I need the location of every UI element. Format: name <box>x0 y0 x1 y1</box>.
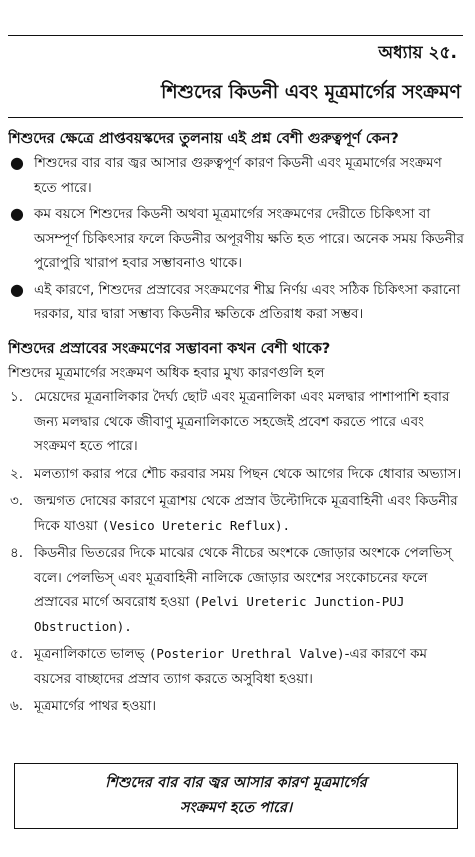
medical-term: (Posterior Urethral Valve) <box>148 646 345 661</box>
item-number: ৪. <box>10 545 24 561</box>
bullet-item: ● এই কারণে, শিশুদের প্রস্রাবের সংক্রমণের শীঘ্র নির্ণয় এবং সঠিক চিকিৎসা করানো দরকার, যার দ্বারা সম্ভাব্য কিডনীর ক্ষতিকে প্রতিরাধ করা সম্ভব। <box>10 279 461 322</box>
medical-term: (Pelvi Ureteric Junction-PUJ Obstruction). <box>34 594 405 634</box>
item-number: ৩. <box>10 493 24 509</box>
top-rule <box>8 35 463 36</box>
page-content <box>8 127 466 722</box>
item-number: ৫. <box>10 646 24 662</box>
section2-question: শিশুদের প্রস্রাবের সংক্রমণের সম্ভাবনা কখন বেশী থাকে? <box>8 340 331 357</box>
section1-bullet-list <box>8 151 466 327</box>
medical-term: (Vesico Ureteric Reflux). <box>101 517 291 533</box>
bullet-item: ● শিশুদের বার বার জ্বর আসার গুরুত্বপূর্ণ কারণ কিডনী এবং মূত্রমার্গের সংক্রমণ হতে পারে। <box>10 153 442 196</box>
chapter-number: অধ্যায় ২৫. <box>378 43 457 63</box>
item-number: ৬. <box>10 698 24 714</box>
title-rule <box>8 117 463 118</box>
list-item: ৬. মূত্রমার্গের পাথর হওয়া। <box>8 694 466 719</box>
section2-intro: শিশুদের মূত্রমার্গের সংক্রমণ অধিক হবার মুখ্য কারণগুলি হল <box>8 364 325 381</box>
section1-question: শিশুদের ক্ষেত্রে প্রাপ্তবয়স্কদের তুলনায় এই প্রশ্ন বেশী গুরুত্বপূর্ণ কেন? <box>8 131 399 147</box>
callout-box <box>14 763 458 829</box>
item-number: ২. <box>10 465 24 482</box>
bullet-dot-icon: ● <box>10 204 24 223</box>
callout-line-2: সংক্রমণ হতে পারে। <box>179 800 293 816</box>
section2-numbered-list <box>8 385 466 719</box>
list-item: ১. মেয়েদের মূত্রনালিকার দৈর্ঘ্য ছোট এবং মূত্রনালিকা এবং মলদ্বার পাশাপাশি হবার জন্য মলদ্বার থেকে জীবাণু মূত্রনালিকাতে সহজেই প্রবেশ করতে পারে এবং সংক্রমণ হতে পারে। <box>8 385 466 459</box>
list-item: ৩. জন্মগত দোষের কারণে মূত্রাশয় থেকে প্রস্রাব উল্টোদিকে মূত্রবাহিনী এবং কিডনীর দিকে যাওয়া (Vesico Ureteric Reflux). <box>8 489 466 538</box>
callout-line-1: শিশুদের বার বার জ্বর আসার কারণ মূত্রমার্গের <box>105 775 367 791</box>
bullet-dot-icon: ● <box>10 279 24 299</box>
list-item: ৫. মূত্রনালিকাতে ভালভ্ (Posterior Urethral Valve)-এর কারণে কম বয়সের বাচ্ছাদের প্রস্রাব ত্যাগ করতে অসুবিধা হওয়া। <box>8 642 466 691</box>
list-item: ২. মলত্যাগ করার পরে শৌচ করবার সময় পিছন থেকে আগের দিকে ধোবার অভ্যাস। <box>8 462 466 487</box>
chapter-title: শিশুদের কিডনী এবং মূত্রমার্গের সংক্রমণ <box>160 81 461 103</box>
bullet-item: ● কম বয়সে শিশুদের কিডনী অথবা মূত্রমার্গের সংক্রমণের দেরীতে চিকিৎসা বা অসম্পূর্ণ চিকিৎসার ফলে কিডনীর অপূরণীয় ক্ষতি হত পারে। অনেক সময় কিডনীর পুরোপুরি খারাপ হবার সম্ভাবনাও থাকে। <box>10 204 464 271</box>
bullet-dot-icon: ● <box>10 153 24 172</box>
list-item: ৪. কিডনীর ভিতরের দিকে মাঝের থেকে নীচের অংশকে জোড়ার অংশকে পেলভিস্ বলে। পেলভিস্ এবং মূত্রবাহিনী নালিকে জোড়ার অংশের সংকোচনের ফলে প্রস্রাবের মার্গে অবরোধ হওয়া (Pelvi Ureteric Junction-PUJ Obstruction). <box>8 541 466 639</box>
item-number: ১. <box>10 389 24 405</box>
